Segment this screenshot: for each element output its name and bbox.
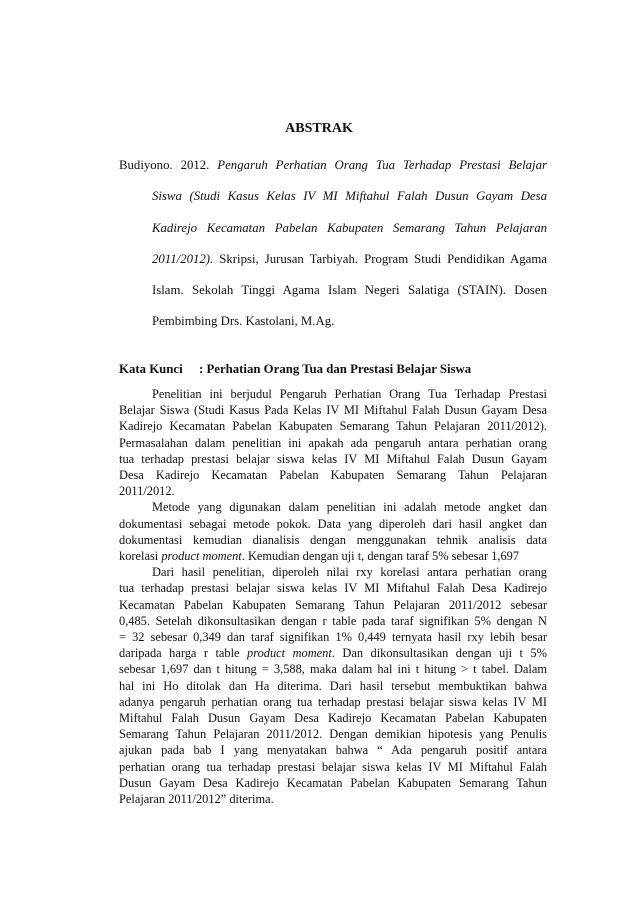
citation-line: Kadirejo Kecamatan Pabelan Kabupaten Semarang Tahun Pelajaran (152, 220, 547, 235)
paragraph-line: Miftahul Falah Dusun Gayam Desa Kadirejo Kecamatan Pabelan Kabupaten (119, 711, 547, 726)
abstract-paragraph (119, 386, 547, 499)
paragraph-line: daripada harga r table product moment. Dan dikonsultasikan dengan uji t 5% (119, 646, 547, 661)
paragraph-line: Semarang Tahun Pelajaran 2011/2012. Dengan demikian hipotesis yang Penulis (119, 727, 547, 742)
paragraph-line: Kecamatan Pabelan Kabupaten Semarang Tahun Pelajaran 2011/2012 sebesar (119, 597, 547, 612)
paragraph-line: Desa Kadirejo Kecamatan Pabelan Kabupaten Semarang Tahun Pelajaran (119, 468, 547, 483)
paragraph-line: perhatian orang tua terhadap prestasi belajar siswa kelas IV MI Miftahul Falah (119, 759, 547, 774)
paragraph-line: 0,485. Setelah dikonsultasikan dengan r table pada taraf signifikan 5% dengan N (119, 613, 547, 628)
paragraph-line: tua terhadap prestasi belajar siswa kelas IV MI Miftahul Falah Dusun Gayam (119, 451, 547, 466)
paragraph-line: korelasi product moment. Kemudian dengan uji t, dengan taraf 5% sebesar 1,697 (119, 549, 520, 564)
paragraph-line: ajukan pada bab I yang menyatakan bahwa “ Ada pengaruh positif antara (119, 743, 547, 758)
citation-line: Siswa (Studi Kasus Kelas IV MI Miftahul Falah Dusun Gayam Desa (152, 189, 547, 204)
paragraph-line: Pelajaran 2011/2012” diterima. (119, 792, 274, 807)
paragraph-line: hal ini Ho ditolak dan Ha diterima. Dari hasil tersebut membuktikan bahwa (119, 678, 547, 693)
abstract-body (119, 386, 547, 807)
keywords-line (119, 362, 549, 377)
paragraph-line: Dari hasil penelitian, diperoleh nilai rxy korelasi antara perhatian orang (152, 565, 547, 580)
paragraph-line: Belajar Siswa (Studi Kasus Pada Kelas IV MI Miftahul Falah Dusun Gayam Desa (119, 403, 547, 418)
abstract-paragraph (119, 564, 547, 807)
keywords-value: : Perhatian Orang Tua dan Prestasi Belajar Siswa (199, 362, 472, 376)
paragraph-line: = 32 sebesar 0,349 dan taraf signifikan 1% 0,449 ternyata hasil rxy lebih besar (119, 630, 547, 645)
paragraph-line: dokumentasi kemudian dianalisis dengan menggunakan tehnik analisis data (119, 532, 547, 547)
paragraph-line: Penelitian ini berjudul Pengaruh Perhatian Orang Tua Terhadap Prestasi (152, 387, 547, 401)
paragraph-line: 2011/2012. (119, 484, 175, 499)
citation-line: Pembimbing Drs. Kastolani, M.Ag. (152, 314, 335, 329)
paragraph-line: Permasalahan dalam penelitian ini apakah ada pengaruh antara perhatian orang (119, 435, 547, 450)
paragraph-line: Metode yang digunakan dalam penelitian ini adalah metode angket dan (152, 500, 547, 515)
paragraph-line: sebesar 1,697 dan t hitung = 3,588, maka dalam hal ini t hitung > t tabel. Dalam (119, 662, 547, 677)
paragraph-line: dokumentasi sebagai metode pokok. Data yang diperoleh dari hasil angket dan (119, 516, 547, 531)
citation-block (119, 150, 547, 338)
paragraph-line: Dusun Gayam Desa Kadirejo Kecamatan Pabelan Kabupaten Semarang Tahun (119, 775, 547, 790)
paragraph-line: tua terhadap prestasi belajar siswa kelas IV MI Miftahul Falah Desa Kadirejo (119, 581, 547, 596)
keywords-label: Kata Kunci (119, 362, 183, 376)
citation-line: 2011/2012). Skripsi, Jurusan Tarbiyah. Program Studi Pendidikan Agama (152, 251, 547, 266)
paragraph-line: Kadirejo Kecamatan Pabelan Kabupaten Semarang Tahun Pelajaran 2011/2012). (119, 419, 547, 434)
abstract-paragraph (119, 499, 547, 564)
page-title: ABSTRAK (285, 121, 353, 136)
citation-line: Islam. Sekolah Tinggi Agama Islam Negeri Salatiga (STAIN). Dosen (152, 283, 547, 298)
paragraph-line: adanya pengaruh perhatian orang tua terhadap prestasi belajar siswa kelas IV MI (119, 694, 547, 709)
citation-line: Budiyono. 2012. Pengaruh Perhatian Orang Tua Terhadap Prestasi Belajar (119, 158, 547, 172)
